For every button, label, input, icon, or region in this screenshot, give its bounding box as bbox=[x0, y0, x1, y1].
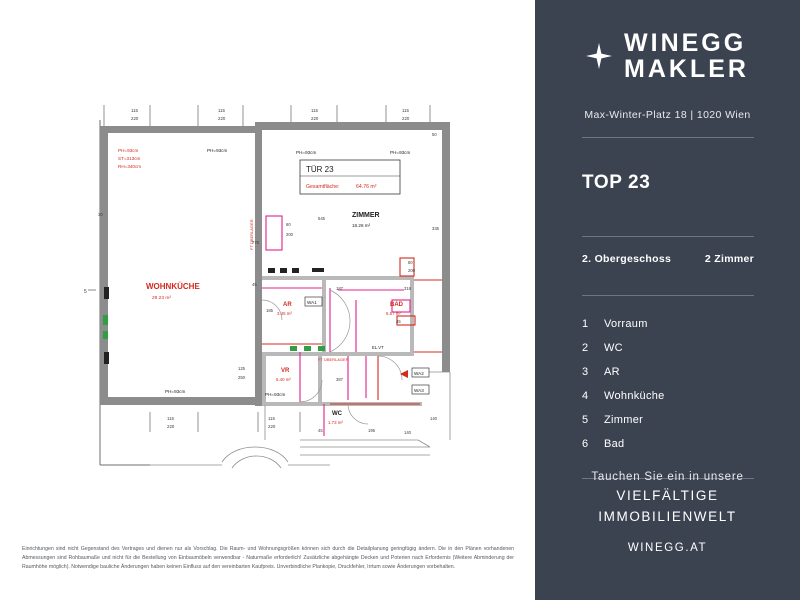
svg-text:PH=93cm: PH=93cm bbox=[207, 148, 228, 153]
svg-text:FT ÜBERLAGER: FT ÜBERLAGER bbox=[318, 357, 349, 362]
room-label-wohnkueche: WOHNKÜCHE bbox=[146, 282, 200, 291]
svg-text:PH=93cm: PH=93cm bbox=[165, 389, 186, 394]
room-name: Bad bbox=[604, 438, 625, 450]
room-name: Vorraum bbox=[604, 318, 648, 330]
svg-text:115: 115 bbox=[167, 416, 174, 421]
footer-line-3: IMMOBILIENWELT bbox=[598, 509, 737, 525]
svg-text:220: 220 bbox=[131, 116, 139, 121]
svg-text:140: 140 bbox=[430, 416, 437, 421]
svg-text:RH=340cm: RH=340cm bbox=[118, 164, 142, 169]
svg-text:115: 115 bbox=[131, 108, 138, 113]
svg-text:PH=93cm: PH=93cm bbox=[296, 150, 317, 155]
svg-text:60: 60 bbox=[286, 222, 291, 227]
listing-floor: 2. Obergeschoss bbox=[582, 253, 672, 265]
legal-disclaimer: Einrichtungen sind nicht Gegenstand des Vertrages und dienen nur als Vorschlag. Die Raum- und Wohnungsgrößen können sich durch die Detailplanung geringfügig ändern. Die in den Plänen vorhandenen Abmessungen sind Rohbaumaße und nicht für die Bestellung von Einbaumöbeln verwendbar - Naturmaße erforderlich! Zusätzliche abgehängte Decken und Poterien nach Erfordernis (Weitere Abminderung der Raumhöhe möglich). Notwendige bauliche Änderungen haben keinen Einfluss auf den vereinbarten Kaufpreis. Unverbindliche Plankopie, Druckfehler, Irrtum sowie Änderungen vorbehalten. bbox=[22, 546, 514, 571]
svg-text:50: 50 bbox=[432, 132, 437, 137]
svg-text:80: 80 bbox=[408, 260, 413, 265]
list-item bbox=[582, 312, 762, 336]
svg-text:220: 220 bbox=[218, 116, 226, 121]
divider-top bbox=[582, 137, 754, 138]
footer-website: WINEGG.AT bbox=[627, 542, 708, 555]
svg-text:195: 195 bbox=[368, 428, 375, 433]
svg-text:115: 115 bbox=[402, 108, 409, 113]
room-area-zimmer: 18.26 m² bbox=[352, 223, 371, 228]
list-item bbox=[582, 384, 762, 408]
brand-line-1: WINEGG bbox=[624, 29, 747, 57]
room-number: 1 bbox=[582, 318, 589, 330]
brand-line-2: MAKLER bbox=[624, 55, 749, 84]
svg-text:200: 200 bbox=[408, 268, 415, 273]
room-number: 2 bbox=[582, 342, 589, 354]
divider-mid bbox=[582, 236, 754, 237]
room-name: Wohnküche bbox=[604, 390, 665, 402]
four-point-star-icon bbox=[586, 43, 612, 69]
info-sidebar bbox=[535, 0, 800, 600]
stamp-area-label: Gesamtfläche: bbox=[306, 184, 340, 190]
svg-text:115: 115 bbox=[218, 108, 225, 113]
label-wa2: WA2 bbox=[414, 371, 424, 376]
stamp-title: TÜR 23 bbox=[306, 165, 334, 174]
room-area-ar: 3.45 m² bbox=[277, 311, 292, 316]
svg-text:220: 220 bbox=[167, 424, 175, 429]
svg-text:EL.VT: EL.VT bbox=[372, 345, 384, 350]
svg-text:775: 775 bbox=[252, 240, 259, 245]
svg-text:45: 45 bbox=[396, 319, 401, 324]
stamp-area-value: 64.76 m² bbox=[356, 184, 377, 190]
svg-text:187: 187 bbox=[336, 286, 343, 291]
room-legend-list bbox=[582, 312, 762, 456]
room-label-ar: AR bbox=[283, 302, 292, 308]
svg-text:ST=313cm: ST=313cm bbox=[118, 156, 141, 161]
list-item bbox=[582, 336, 762, 360]
room-area-wohnkueche: 29.23 m² bbox=[152, 296, 171, 301]
svg-text:30: 30 bbox=[98, 212, 103, 217]
svg-text:220: 220 bbox=[268, 424, 276, 429]
svg-text:115: 115 bbox=[268, 416, 275, 421]
room-area-bad: 5.57 m² bbox=[386, 311, 401, 316]
room-label-wc: WC bbox=[332, 411, 342, 417]
room-area-wc: 1.73 m² bbox=[328, 420, 343, 425]
room-area-vr: 5.40 m² bbox=[276, 377, 291, 382]
footer-line-2: VIELFÄLTIGE bbox=[616, 488, 719, 504]
room-number: 4 bbox=[582, 390, 589, 402]
svg-text:545: 545 bbox=[318, 216, 325, 221]
svg-text:125: 125 bbox=[238, 366, 245, 371]
svg-text:PH=93cm: PH=93cm bbox=[118, 148, 139, 153]
list-item bbox=[582, 432, 762, 456]
list-item bbox=[582, 408, 762, 432]
svg-text:220: 220 bbox=[402, 116, 410, 121]
label-wa1: WA1 bbox=[307, 300, 317, 305]
svg-text:140: 140 bbox=[404, 430, 411, 435]
page-title: TOP 23 bbox=[582, 172, 651, 193]
svg-text:220: 220 bbox=[311, 116, 319, 121]
svg-text:250: 250 bbox=[238, 375, 245, 380]
svg-text:45: 45 bbox=[252, 282, 257, 287]
brand-address: Max-Winter-Platz 18 | 1020 Wien bbox=[584, 108, 751, 121]
room-label-vr: VR bbox=[281, 368, 290, 374]
room-label-zimmer: ZIMMER bbox=[352, 212, 380, 219]
listing-meta bbox=[582, 253, 754, 265]
room-number: 3 bbox=[582, 366, 589, 378]
room-number: 5 bbox=[582, 414, 589, 426]
svg-text:115: 115 bbox=[311, 108, 318, 113]
svg-text:45: 45 bbox=[318, 428, 323, 433]
svg-text:PH=93cm: PH=93cm bbox=[265, 392, 286, 397]
svg-text:PH=93cm: PH=93cm bbox=[390, 150, 411, 155]
room-label-bad: BAD bbox=[390, 302, 403, 308]
room-name: AR bbox=[604, 366, 620, 378]
svg-text:335: 335 bbox=[432, 226, 439, 231]
svg-text:FT ÜBERLAGER: FT ÜBERLAGER bbox=[249, 219, 254, 250]
room-name: Zimmer bbox=[604, 414, 644, 426]
svg-text:318: 318 bbox=[404, 286, 411, 291]
label-wa3: WA3 bbox=[414, 388, 424, 393]
svg-text:200: 200 bbox=[286, 232, 293, 237]
footer-promo bbox=[535, 469, 800, 558]
svg-text:185: 185 bbox=[266, 308, 273, 313]
list-item bbox=[582, 360, 762, 384]
svg-text:387: 387 bbox=[336, 377, 343, 382]
brand-block bbox=[535, 30, 800, 121]
listing-rooms-count: 2 Zimmer bbox=[704, 253, 754, 265]
footer-line-1: Tauchen Sie ein in unsere bbox=[591, 470, 744, 483]
room-number: 6 bbox=[582, 438, 589, 450]
divider-bottom bbox=[582, 295, 754, 296]
room-name: WC bbox=[604, 342, 623, 354]
svg-text:5: 5 bbox=[84, 289, 87, 295]
